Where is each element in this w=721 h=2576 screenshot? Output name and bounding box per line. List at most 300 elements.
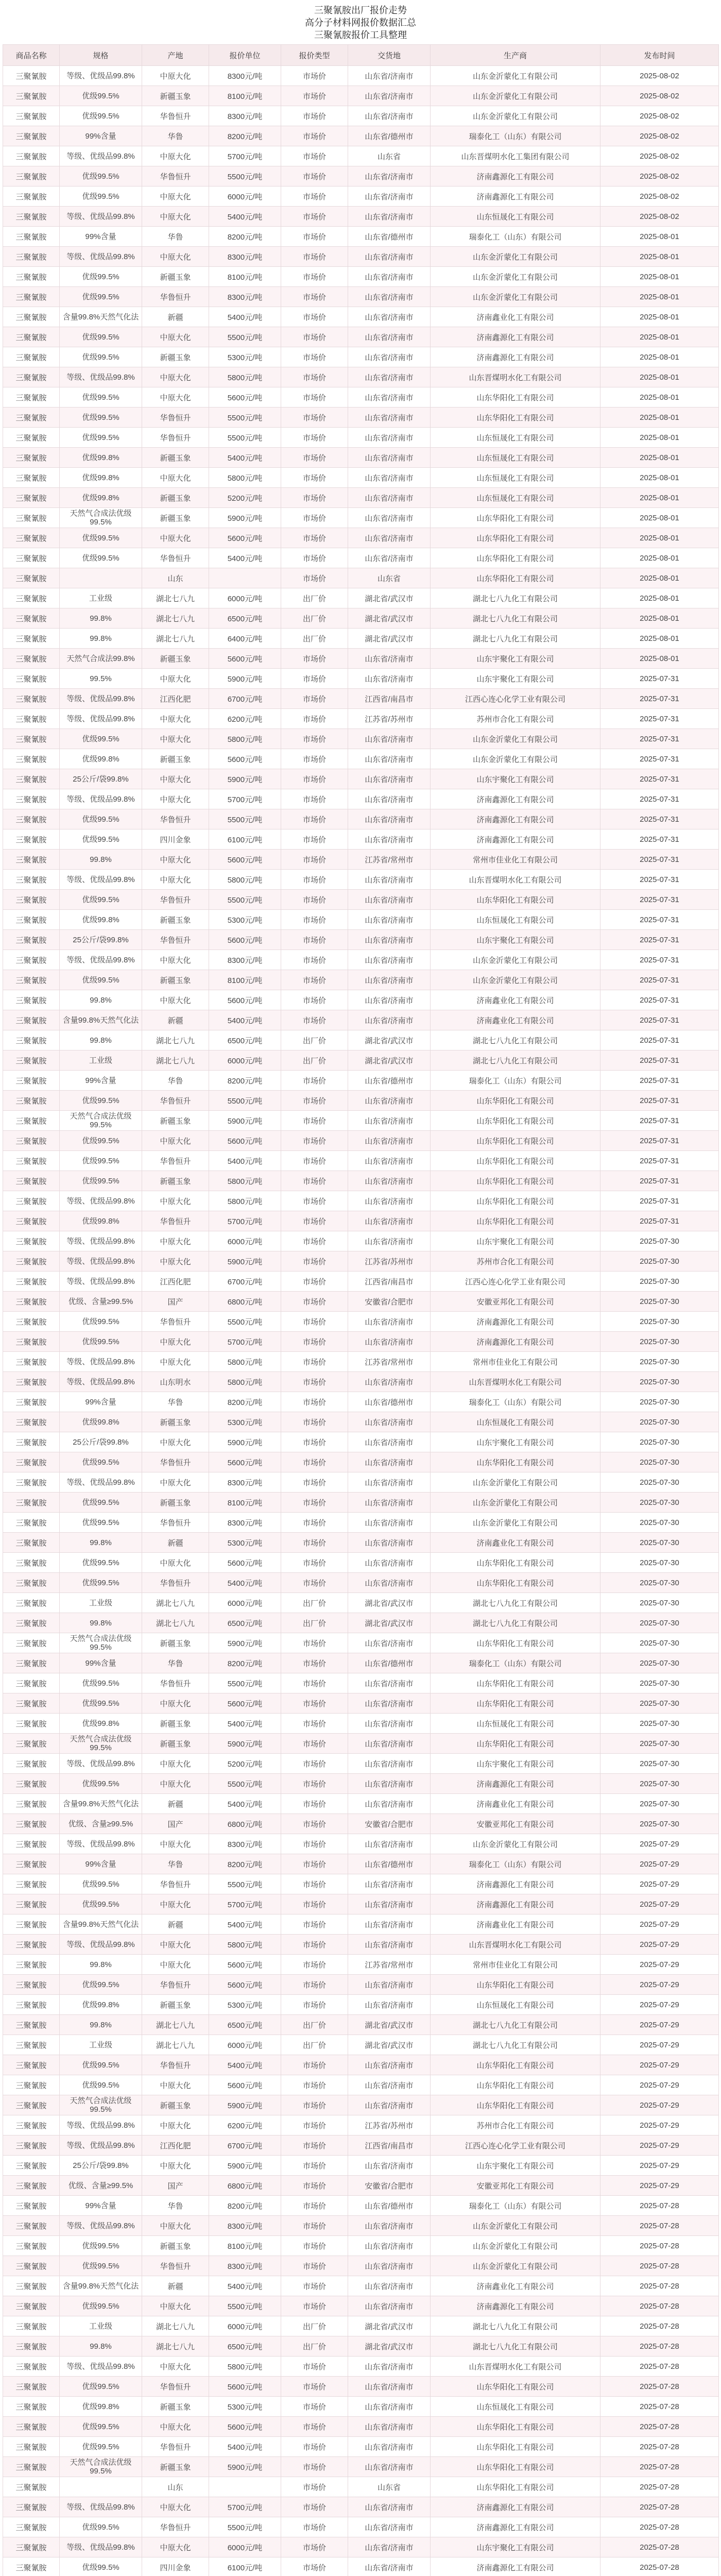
- cell-delivery: 山东省/济南市: [348, 1633, 431, 1653]
- table-row: [3, 1693, 719, 1714]
- cell-delivery: 湖北省/武汉市: [348, 1593, 431, 1613]
- cell-spec: 优级99.5%: [60, 1171, 142, 1191]
- cell-product: 三聚氰胺: [3, 2377, 60, 2397]
- cell-date: 2025-07-31: [600, 1171, 719, 1191]
- cell-price-type: 出厂价: [281, 1613, 348, 1633]
- cell-spec: 优级99.5%: [60, 267, 142, 287]
- cell-delivery: 湖北省/武汉市: [348, 2316, 431, 2336]
- cell-price: 5700元/吨: [209, 146, 281, 166]
- cell-company: 山东金沂蒙化工有限公司: [431, 86, 600, 106]
- cell-spec: 优级99.5%: [60, 1312, 142, 1332]
- table-row: [3, 1834, 719, 1854]
- cell-origin: 国产: [142, 1814, 209, 1834]
- cell-product: 三聚氰胺: [3, 1834, 60, 1854]
- cell-price: 5400元/吨: [209, 2055, 281, 2075]
- cell-origin: 华鲁: [142, 126, 209, 146]
- cell-date: 2025-07-29: [600, 2035, 719, 2055]
- cell-company: 济南鑫源化工有限公司: [431, 1312, 600, 1332]
- cell-product: 三聚氰胺: [3, 950, 60, 970]
- table-row: [3, 890, 719, 910]
- cell-delivery: 安徽省/合肥市: [348, 2176, 431, 2196]
- cell-price: 5500元/吨: [209, 166, 281, 187]
- cell-delivery: 山东省/济南市: [348, 2437, 431, 2457]
- cell-price-type: 市场价: [281, 106, 348, 126]
- cell-price: 8100元/吨: [209, 86, 281, 106]
- cell-spec: 等级、优级品99.8%: [60, 1231, 142, 1251]
- cell-product: 三聚氰胺: [3, 227, 60, 247]
- cell-price-type: 出厂价: [281, 629, 348, 649]
- cell-origin: 中原大化: [142, 1432, 209, 1452]
- cell-date: 2025-08-02: [600, 146, 719, 166]
- table-row: [3, 2156, 719, 2176]
- cell-spec: 优级99.5%: [60, 1774, 142, 1794]
- cell-product: 三聚氰胺: [3, 1352, 60, 1372]
- cell-price-type: 出厂价: [281, 2316, 348, 2336]
- cell-product: 三聚氰胺: [3, 1673, 60, 1693]
- cell-origin: 中原大化: [142, 146, 209, 166]
- cell-price: 8100元/吨: [209, 2236, 281, 2256]
- cell-spec: 优级99.5%: [60, 2417, 142, 2437]
- cell-delivery: 山东省/济南市: [348, 468, 431, 488]
- cell-origin: 新疆玉象: [142, 1734, 209, 1754]
- cell-delivery: 山东省/济南市: [348, 428, 431, 448]
- cell-price-type: 市场价: [281, 1171, 348, 1191]
- cell-delivery: 山东省/济南市: [348, 2095, 431, 2115]
- cell-product: 三聚氰胺: [3, 709, 60, 729]
- cell-delivery: 山东省/济南市: [348, 1533, 431, 1553]
- cell-delivery: 江西省/南昌市: [348, 689, 431, 709]
- cell-spec: 含量99.8%天然气化法: [60, 1794, 142, 1814]
- cell-delivery: 山东省/济南市: [348, 1091, 431, 1111]
- cell-date: 2025-07-31: [600, 1050, 719, 1071]
- cell-product: 三聚氰胺: [3, 2417, 60, 2437]
- cell-company: 山东华阳化工有限公司: [431, 1151, 600, 1171]
- cell-delivery: 江苏省/常州市: [348, 1955, 431, 1975]
- cell-product: 三聚氰胺: [3, 207, 60, 227]
- cell-product: 三聚氰胺: [3, 1593, 60, 1613]
- cell-date: 2025-07-28: [600, 2537, 719, 2557]
- cell-spec: 优级99.5%: [60, 1553, 142, 1573]
- table-row: [3, 1533, 719, 1553]
- cell-spec: 等级、优级品99.8%: [60, 1352, 142, 1372]
- cell-price-type: 市场价: [281, 1191, 348, 1211]
- table-row: [3, 448, 719, 468]
- table-row: [3, 1854, 719, 1874]
- cell-date: 2025-07-30: [600, 1533, 719, 1553]
- cell-company: 湖北七八九化工有限公司: [431, 1593, 600, 1613]
- cell-company: 山东华阳化工有限公司: [431, 1553, 600, 1573]
- cell-date: 2025-07-29: [600, 1995, 719, 2015]
- cell-origin: 湖北七八九: [142, 1050, 209, 1071]
- cell-date: 2025-07-30: [600, 1573, 719, 1593]
- table-row: [3, 2417, 719, 2437]
- cell-price: 5500元/吨: [209, 1673, 281, 1693]
- cell-price: [209, 568, 281, 588]
- cell-spec: 含量99.8%天然气化法: [60, 1914, 142, 1935]
- cell-price-type: 出厂价: [281, 2035, 348, 2055]
- cell-delivery: 江西省/南昌市: [348, 1272, 431, 1292]
- cell-product: 三聚氰胺: [3, 2095, 60, 2115]
- cell-delivery: 山东省/济南市: [348, 669, 431, 689]
- cell-date: 2025-07-29: [600, 1834, 719, 1854]
- table-row: [3, 86, 719, 106]
- cell-company: 湖北七八九化工有限公司: [431, 1613, 600, 1633]
- cell-origin: 新疆玉象: [142, 2236, 209, 2256]
- cell-price-type: 出厂价: [281, 2336, 348, 2357]
- cell-origin: 华鲁: [142, 2196, 209, 2216]
- cell-company: 瑞泰化工（山东）有限公司: [431, 126, 600, 146]
- cell-origin: 新疆玉象: [142, 910, 209, 930]
- cell-date: 2025-07-29: [600, 1874, 719, 1894]
- cell-product: 三聚氰胺: [3, 86, 60, 106]
- cell-product: 三聚氰胺: [3, 1472, 60, 1493]
- cell-company: 江西心连心化学工业有限公司: [431, 2136, 600, 2156]
- cell-price: 8200元/吨: [209, 1392, 281, 1412]
- cell-origin: 新疆玉象: [142, 1412, 209, 1432]
- cell-spec: 等级、优级品99.8%: [60, 789, 142, 809]
- cell-price-type: 市场价: [281, 1734, 348, 1754]
- table-row: [3, 126, 719, 146]
- cell-origin: 华鲁恒升: [142, 809, 209, 829]
- cell-date: 2025-07-30: [600, 1754, 719, 1774]
- cell-spec: 99.8%: [60, 629, 142, 649]
- table-row: [3, 1211, 719, 1231]
- cell-date: 2025-07-30: [600, 1593, 719, 1613]
- cell-product: 三聚氰胺: [3, 608, 60, 629]
- cell-price: 8300元/吨: [209, 287, 281, 307]
- cell-date: 2025-08-01: [600, 548, 719, 568]
- cell-price: 6500元/吨: [209, 608, 281, 629]
- cell-product: 三聚氰胺: [3, 287, 60, 307]
- cell-product: 三聚氰胺: [3, 1372, 60, 1392]
- cell-price-type: 市场价: [281, 227, 348, 247]
- cell-product: 三聚氰胺: [3, 1513, 60, 1533]
- cell-price-type: 市场价: [281, 488, 348, 508]
- cell-origin: 华鲁恒升: [142, 1312, 209, 1332]
- cell-company: 山东华阳化工有限公司: [431, 2055, 600, 2075]
- cell-price: 5900元/吨: [209, 1633, 281, 1653]
- cell-price-type: 市场价: [281, 1251, 348, 1272]
- cell-price: 5400元/吨: [209, 1714, 281, 1734]
- cell-price-type: 市场价: [281, 1774, 348, 1794]
- cell-spec: 优级99.8%: [60, 749, 142, 769]
- cell-spec: 25公斤/袋99.8%: [60, 769, 142, 789]
- column-header: 规格: [60, 45, 142, 66]
- cell-date: 2025-08-02: [600, 166, 719, 187]
- cell-origin: 中原大化: [142, 528, 209, 548]
- cell-delivery: 山东省/济南市: [348, 729, 431, 749]
- cell-origin: 江西化肥: [142, 2136, 209, 2156]
- cell-date: 2025-07-30: [600, 1513, 719, 1533]
- table-row: [3, 1914, 719, 1935]
- cell-price-type: 市场价: [281, 809, 348, 829]
- cell-date: 2025-07-29: [600, 2095, 719, 2115]
- cell-spec: 99.8%: [60, 850, 142, 870]
- cell-date: 2025-07-31: [600, 789, 719, 809]
- cell-date: 2025-07-31: [600, 930, 719, 950]
- cell-product: 三聚氰胺: [3, 1653, 60, 1673]
- cell-spec: 99.8%: [60, 2015, 142, 2035]
- cell-price-type: 市场价: [281, 1533, 348, 1553]
- cell-company: 山东恒晟化工有限公司: [431, 2397, 600, 2417]
- cell-price: 5600元/吨: [209, 1553, 281, 1573]
- cell-product: 三聚氰胺: [3, 850, 60, 870]
- table-row: [3, 850, 719, 870]
- cell-price-type: 出厂价: [281, 2015, 348, 2035]
- cell-price: 5900元/吨: [209, 2457, 281, 2477]
- cell-price-type: 市场价: [281, 2296, 348, 2316]
- cell-delivery: 山东省/济南市: [348, 2296, 431, 2316]
- cell-product: 三聚氰胺: [3, 2517, 60, 2537]
- cell-company: 济南鑫源化工有限公司: [431, 1332, 600, 1352]
- cell-origin: 山东明水: [142, 1372, 209, 1392]
- cell-price-type: 市场价: [281, 1332, 348, 1352]
- cell-price-type: 市场价: [281, 428, 348, 448]
- cell-company: 山东宇聚化工有限公司: [431, 669, 600, 689]
- cell-company: 济南鑫业化工有限公司: [431, 990, 600, 1010]
- cell-price-type: 市场价: [281, 1633, 348, 1653]
- cell-product: 三聚氰胺: [3, 307, 60, 327]
- cell-company: 山东晋煤明水化工有限公司: [431, 2357, 600, 2377]
- table-row: [3, 2136, 719, 2156]
- cell-company: 济南鑫业化工有限公司: [431, 1914, 600, 1935]
- cell-spec: 优级99.8%: [60, 488, 142, 508]
- cell-origin: 华鲁: [142, 1392, 209, 1412]
- cell-price-type: 市场价: [281, 930, 348, 950]
- cell-spec: 优级、含量≥99.5%: [60, 1814, 142, 1834]
- cell-company: 山东金沂蒙化工有限公司: [431, 729, 600, 749]
- cell-delivery: 山东省/德州市: [348, 227, 431, 247]
- cell-price-type: 出厂价: [281, 1593, 348, 1613]
- cell-date: 2025-07-31: [600, 990, 719, 1010]
- cell-delivery: 山东省/济南市: [348, 1412, 431, 1432]
- cell-delivery: 湖北省/武汉市: [348, 2035, 431, 2055]
- cell-product: 三聚氰胺: [3, 2156, 60, 2176]
- cell-origin: 湖北七八九: [142, 1613, 209, 1633]
- cell-company: 山东晋煤明水化工有限公司: [431, 1372, 600, 1392]
- cell-delivery: 山东省/济南市: [348, 508, 431, 528]
- cell-delivery: 山东省/济南市: [348, 166, 431, 187]
- cell-price: 8300元/吨: [209, 247, 281, 267]
- cell-date: 2025-07-30: [600, 1332, 719, 1352]
- cell-delivery: 山东省/济南市: [348, 1171, 431, 1191]
- cell-origin: 中原大化: [142, 789, 209, 809]
- cell-company: 山东华阳化工有限公司: [431, 1975, 600, 1995]
- cell-price-type: 市场价: [281, 528, 348, 548]
- table-row: [3, 950, 719, 970]
- cell-price: 5400元/吨: [209, 548, 281, 568]
- table-row: [3, 548, 719, 568]
- cell-price-type: 市场价: [281, 1754, 348, 1774]
- cell-price-type: 市场价: [281, 187, 348, 207]
- cell-product: 三聚氰胺: [3, 930, 60, 950]
- cell-company: 山东华阳化工有限公司: [431, 408, 600, 428]
- cell-spec: 等级、优级品99.8%: [60, 870, 142, 890]
- cell-price: 8300元/吨: [209, 1513, 281, 1533]
- cell-spec: 优级99.5%: [60, 2517, 142, 2537]
- cell-company: 山东宇聚化工有限公司: [431, 1231, 600, 1251]
- cell-company: 济南鑫业化工有限公司: [431, 1533, 600, 1553]
- cell-origin: 新疆玉象: [142, 1995, 209, 2015]
- page-header: [0, 0, 721, 44]
- cell-origin: 华鲁恒升: [142, 930, 209, 950]
- cell-delivery: 山东省: [348, 146, 431, 166]
- cell-spec: 等级、优级品99.8%: [60, 2537, 142, 2557]
- cell-origin: 中原大化: [142, 1693, 209, 1714]
- cell-spec: 优级99.5%: [60, 1131, 142, 1151]
- cell-price: 5600元/吨: [209, 1955, 281, 1975]
- cell-product: 三聚氰胺: [3, 1693, 60, 1714]
- cell-company: 山东金沂蒙化工有限公司: [431, 2256, 600, 2276]
- cell-origin: 新疆玉象: [142, 267, 209, 287]
- cell-delivery: 山东省/济南市: [348, 548, 431, 568]
- cell-price: 8300元/吨: [209, 950, 281, 970]
- cell-price: 6800元/吨: [209, 2176, 281, 2196]
- cell-product: 三聚氰胺: [3, 2437, 60, 2457]
- cell-price-type: 市场价: [281, 1312, 348, 1332]
- cell-price-type: 市场价: [281, 1372, 348, 1392]
- cell-spec: 99.8%: [60, 608, 142, 629]
- cell-origin: 新疆玉象: [142, 488, 209, 508]
- cell-price: 6700元/吨: [209, 1272, 281, 1292]
- cell-product: 三聚氰胺: [3, 588, 60, 608]
- cell-date: 2025-07-30: [600, 1774, 719, 1794]
- cell-date: 2025-07-28: [600, 2296, 719, 2316]
- cell-product: 三聚氰胺: [3, 2357, 60, 2377]
- cell-product: 三聚氰胺: [3, 749, 60, 769]
- cell-price-type: 出厂价: [281, 1050, 348, 1071]
- table-row: [3, 1392, 719, 1412]
- column-header: 发布时间: [600, 45, 719, 66]
- cell-price: 5600元/吨: [209, 1452, 281, 1472]
- cell-product: 三聚氰胺: [3, 1714, 60, 1734]
- cell-company: 山东华阳化工有限公司: [431, 528, 600, 548]
- cell-price-type: 市场价: [281, 769, 348, 789]
- cell-date: 2025-07-30: [600, 1814, 719, 1834]
- cell-company: 山东华阳化工有限公司: [431, 1452, 600, 1472]
- cell-price: 5600元/吨: [209, 749, 281, 769]
- cell-company: 济南鑫源化工有限公司: [431, 166, 600, 187]
- cell-delivery: 山东省/济南市: [348, 327, 431, 347]
- cell-product: 三聚氰胺: [3, 689, 60, 709]
- cell-price-type: 市场价: [281, 870, 348, 890]
- cell-date: 2025-07-30: [600, 1794, 719, 1814]
- cell-product: 三聚氰胺: [3, 669, 60, 689]
- cell-price: 5200元/吨: [209, 1754, 281, 1774]
- cell-spec: 99.8%: [60, 1533, 142, 1553]
- cell-price-type: 市场价: [281, 2216, 348, 2236]
- cell-company: 济南鑫源化工有限公司: [431, 2296, 600, 2316]
- cell-date: 2025-07-28: [600, 2357, 719, 2377]
- table-row: [3, 247, 719, 267]
- cell-price-type: 市场价: [281, 267, 348, 287]
- cell-price-type: 市场价: [281, 367, 348, 387]
- cell-spec: 优级99.5%: [60, 1332, 142, 1352]
- cell-price-type: 市场价: [281, 2075, 348, 2095]
- cell-product: 三聚氰胺: [3, 2276, 60, 2296]
- table-row: [3, 146, 719, 166]
- cell-company: 山东华阳化工有限公司: [431, 1693, 600, 1714]
- table-row: [3, 1030, 719, 1050]
- cell-origin: 湖北七八九: [142, 1593, 209, 1613]
- cell-price: 6500元/吨: [209, 2015, 281, 2035]
- cell-spec: 99.8%: [60, 1613, 142, 1633]
- cell-spec: 等级、优级品99.8%: [60, 1372, 142, 1392]
- cell-product: 三聚氰胺: [3, 1251, 60, 1272]
- table-row: [3, 629, 719, 649]
- cell-price-type: 市场价: [281, 1693, 348, 1714]
- table-row: [3, 1111, 719, 1131]
- table-row: [3, 930, 719, 950]
- cell-delivery: 山东省/济南市: [348, 1131, 431, 1151]
- cell-price-type: 市场价: [281, 1231, 348, 1251]
- cell-date: 2025-07-28: [600, 2557, 719, 2576]
- cell-spec: 天然气合成法优级99.5%: [60, 1111, 142, 1131]
- cell-price-type: 市场价: [281, 1794, 348, 1814]
- table-row: [3, 347, 719, 367]
- cell-product: 三聚氰胺: [3, 1272, 60, 1292]
- cell-delivery: 山东省/济南市: [348, 970, 431, 990]
- cell-spec: 等级、优级品99.8%: [60, 689, 142, 709]
- cell-spec: 25公斤/袋99.8%: [60, 2156, 142, 2176]
- cell-company: 济南鑫源化工有限公司: [431, 2497, 600, 2517]
- cell-spec: 优级99.5%: [60, 2296, 142, 2316]
- cell-spec: 等级、优级品99.8%: [60, 1935, 142, 1955]
- cell-product: 三聚氰胺: [3, 1493, 60, 1513]
- cell-price: 5900元/吨: [209, 2156, 281, 2176]
- cell-origin: 新疆玉象: [142, 2095, 209, 2115]
- cell-company: 山东华阳化工有限公司: [431, 387, 600, 408]
- cell-product: 三聚氰胺: [3, 2296, 60, 2316]
- cell-origin: 新疆玉象: [142, 347, 209, 367]
- table-row: [3, 1191, 719, 1211]
- cell-price-type: 市场价: [281, 1010, 348, 1030]
- cell-spec: 优级99.5%: [60, 2437, 142, 2457]
- cell-spec: 优级99.5%: [60, 387, 142, 408]
- table-row: [3, 2336, 719, 2357]
- cell-delivery: 山东省/济南市: [348, 347, 431, 367]
- cell-company: 济南鑫源化工有限公司: [431, 1874, 600, 1894]
- cell-delivery: 山东省/德州市: [348, 1653, 431, 1673]
- cell-origin: 湖北七八九: [142, 608, 209, 629]
- table-row: [3, 1131, 719, 1151]
- cell-delivery: 山东省/济南市: [348, 2055, 431, 2075]
- cell-company: 山东宇聚化工有限公司: [431, 2537, 600, 2557]
- cell-company: 山东华阳化工有限公司: [431, 1131, 600, 1151]
- cell-spec: 优级99.8%: [60, 448, 142, 468]
- cell-origin: 湖北七八九: [142, 2015, 209, 2035]
- cell-delivery: 山东省/济南市: [348, 1995, 431, 2015]
- cell-product: 三聚氰胺: [3, 1955, 60, 1975]
- cell-date: 2025-07-30: [600, 1372, 719, 1392]
- cell-delivery: 山东省/济南市: [348, 86, 431, 106]
- cell-delivery: 山东省/济南市: [348, 287, 431, 307]
- cell-company: 山东华阳化工有限公司: [431, 2417, 600, 2437]
- cell-spec: [60, 2477, 142, 2497]
- cell-origin: 新疆玉象: [142, 1171, 209, 1191]
- cell-delivery: 江西省/南昌市: [348, 2136, 431, 2156]
- cell-origin: 华鲁恒升: [142, 1091, 209, 1111]
- cell-spec: 优级99.5%: [60, 1894, 142, 1914]
- cell-company: 山东华阳化工有限公司: [431, 2095, 600, 2115]
- cell-spec: 等级、优级品99.8%: [60, 2357, 142, 2377]
- cell-product: 三聚氰胺: [3, 1071, 60, 1091]
- cell-price-type: 市场价: [281, 1573, 348, 1593]
- cell-delivery: 湖北省/武汉市: [348, 2015, 431, 2035]
- cell-price-type: 市场价: [281, 568, 348, 588]
- cell-date: 2025-07-30: [600, 1613, 719, 1633]
- table-row: [3, 2477, 719, 2497]
